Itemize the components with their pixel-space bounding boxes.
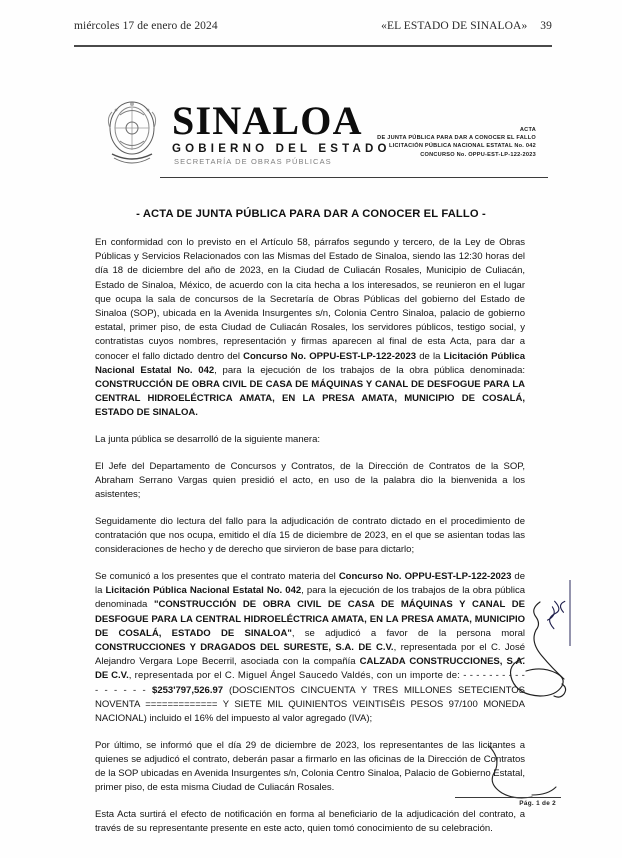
- page-number: 39: [540, 20, 552, 32]
- publication-name: «EL ESTADO DE SINALOA»: [381, 20, 528, 32]
- footer-page-label: Pág. 1 de 2: [519, 800, 556, 807]
- letterhead-divider: [160, 177, 548, 178]
- p5-segment-c: de la: [95, 571, 525, 597]
- document-identification-block: [377, 126, 536, 159]
- running-head-right: [381, 20, 552, 32]
- running-head: [74, 20, 552, 32]
- p1-segment-e: , para la ejecución de los trabajos de la obra pública denominada:: [214, 364, 525, 376]
- p5-segment-g: , se adjudicó a favor de la persona moral: [291, 627, 526, 639]
- p1-project-name: CONSTRUCCIÓN DE OBRA CIVIL DE CASA DE MÁQUINAS Y CANAL DE DESFOGUE PARA LA CENTRAL HIDROELÉCTRICA AMATA, EN LA PRESA AMATA, MUNICIPIO DE COSALÁ, ESTADO DE SINALOA.: [95, 379, 525, 419]
- document-body: [95, 236, 525, 849]
- p5-contest-number: Concurso No. OPPU-EST-LP-122-2023: [338, 571, 512, 583]
- doc-ident-tender: LICITACIÓN PÚBLICA NACIONAL ESTATAL No. 042: [389, 143, 536, 150]
- paragraph-signing-date: Por último, se informó que el día 29 de diciembre de 2023, los representantes de las licitantes a quienes se adjudicó el contrato, deberán pasar a firmarlo en las oficinas de la Dirección de Contratos de la SOP ubicadas en Avenida Insurgentes s/n, Colonia Centro Sinaloa, Palacio de Gobierno Estatal, primer piso, de esta misma Ciudad de Culiacán Rosales.: [95, 739, 525, 794]
- paragraph-award: [95, 570, 525, 726]
- p1-contest-number: Concurso No. OPPU-EST-LP-122-2023: [243, 350, 417, 362]
- sinaloa-coat-of-arms-icon: [104, 98, 160, 168]
- p5-project-name: "CONSTRUCCIÓN DE OBRA CIVIL DE CASA DE MÁQUINAS Y CANAL DE DESFOGUE PARA LA CENTRAL HIDROELÉCTRICA AMATA, EN LA PRESA AMATA, MUNICIPIO DE COSALÁ, ESTADO DE SINALOA": [95, 599, 525, 639]
- paragraph-legal-basis: [95, 236, 525, 421]
- doc-ident-acta: ACTA: [519, 127, 536, 133]
- paragraph-meeting-intro: La junta pública se desarrolló de la siguiente manera:: [95, 434, 321, 446]
- doc-ident-contest: CONCURSO No. OPPU-EST-LP-122-2023: [420, 151, 536, 158]
- p5-segment-a: Se comunicó a los presentes que el contrato materia del: [95, 571, 339, 583]
- brand-block: [172, 98, 391, 166]
- paragraph-notification-effect: Esta Acta surtirá el efecto de notificación en forma al beneficiario de la adjudicación del contrato, a través de su representante presente en este acto, quien tomó conocimiento de su celebración.: [95, 809, 525, 835]
- p5-segment-k: , representada por el C. Miguel Ángel Saucedo Valdés, con un importe de: - - - - - - - - - - - - - - - -: [95, 670, 525, 696]
- footer-divider: [455, 797, 561, 798]
- p5-segment-i: , representada por el C. José Alejandro Vergara Lope Becerril, asociada con la compañía: [95, 642, 525, 668]
- handwritten-initials-annotation: [540, 580, 574, 653]
- brand-subtitle-government: GOBIERNO DEL ESTADO: [172, 143, 391, 155]
- p1-segment-a: En conformidad con lo previsto en el Artículo 58, párrafos segundo y tercero, de la Ley de Obras Públicas y Servicios Relacionados con las Mismas del Estado de Sinaloa, siendo las 12:30 horas del día 18 de diciembre del año de 2023, en la Ciudad de Culiacán Rosales, Municipio de Culiacán, Estado de Sinaloa, México, de acuerdo con la cita hecha a los interesados, se reunieron en el lugar que ocupa la sala de concursos de la Secretaría de Obras Públicas del gobierno del Estado de Sinaloa (SOP), ubicada en la Avenida Insurgentes s/n, Colonia Centro Sinaloa, palacio de gobierno estatal, primer piso, de esta Ciudad de Culiacán Rosales, los servidores públicos, testigo social, y contratistas cuyos nombres, representación y firmas aparecen al final de esta Acta, para dar a conocer el fallo dictado dentro del: [95, 237, 525, 362]
- p1-tender-number: Licitación Pública Nacional Estatal No. 042: [95, 350, 525, 376]
- p5-awarded-company: CONSTRUCCIONES Y DRAGADOS DEL SURESTE, S.A. DE C.V.: [95, 642, 394, 654]
- paragraph-ruling-read: Seguidamente dio lectura del fallo para la adjudicación de contrato dictado en el procedimiento de contratación que nos ocupa, emitido el día 15 de diciembre de 2023, en el que se asientan todas las consideraciones de hecho y de derecho que sirvieron de base para dictarlo;: [95, 515, 525, 556]
- letterhead: [104, 96, 536, 176]
- p5-partner-company: CALZADA CONSTRUCCIONES, S.A. DE C.V.: [95, 656, 525, 682]
- p5-tender-number: Licitación Pública Nacional Estatal No. 042: [105, 585, 302, 597]
- running-head-divider: [74, 45, 552, 47]
- doc-ident-purpose: DE JUNTA PÚBLICA PARA DAR A CONOCER EL FALLO: [377, 135, 536, 142]
- p1-segment-c: de la: [416, 350, 444, 362]
- p5-award-amount: $253'797,526.97: [152, 684, 224, 696]
- p5-segment-e: , para la ejecución de los trabajos de la obra pública denominada: [95, 585, 526, 611]
- page-title: - ACTA DE JUNTA PÚBLICA PARA DAR A CONOCER EL FALLO -: [136, 208, 486, 220]
- brand-name: SINALOA: [172, 98, 363, 143]
- paragraph-presiding-officer: El Jefe del Departamento de Concursos y Contratos, de la Dirección de Contratos de la SOP, Abraham Serrano Vargas quien presidió el acto, en uso de la palabra dio la bienvenida a los asistentes;: [95, 460, 525, 501]
- brand-subtitle-secretariat: SECRETARÍA DE OBRAS PÚBLICAS: [174, 157, 332, 166]
- running-head-date: miércoles 17 de enero de 2024: [74, 20, 218, 32]
- p5-amount-in-words: (DOSCIENTOS CINCUENTA Y TRES MILLONES SETECIENTOS NOVENTA ============= Y SIETE MIL QUINIENTOS VEINTISÉIS PESOS 97/100 MONEDA NACIONAL) incluido el 16% del impuesto al valor agregado (IVA);: [95, 684, 525, 725]
